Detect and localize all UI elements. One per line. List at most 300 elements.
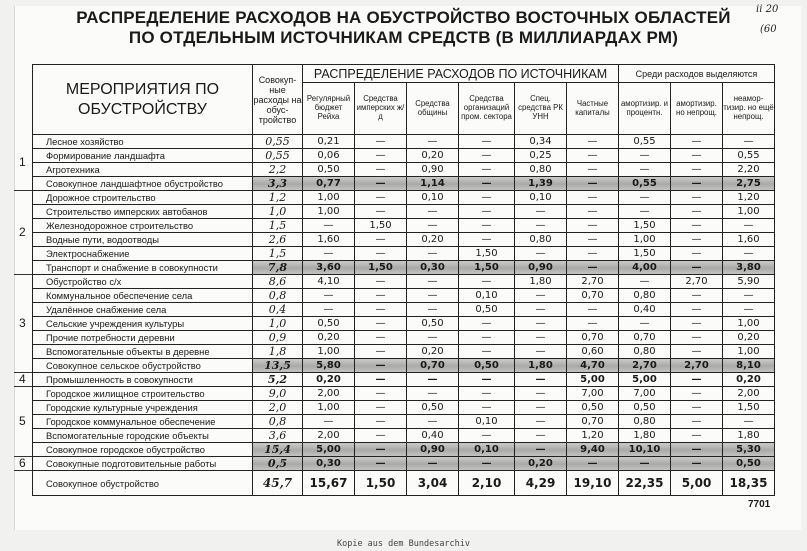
value-cell: 0,80: [619, 415, 671, 429]
value-cell: —: [671, 261, 723, 275]
value-cell: 0,50: [407, 401, 459, 415]
value-cell: —: [671, 373, 723, 387]
value-cell: 4,10: [303, 275, 355, 289]
value-cell: 0,50: [567, 401, 619, 415]
value-cell: —: [459, 429, 515, 443]
summary-row: [33, 359, 775, 373]
value-cell: 0,10: [459, 443, 515, 457]
value-cell: 0,50: [407, 317, 459, 331]
value-cell: —: [671, 233, 723, 247]
value-cell: —: [407, 289, 459, 303]
value-cell: 0,20: [723, 331, 775, 345]
value-cell: 5,00: [303, 443, 355, 457]
value-cell: 0,20: [407, 345, 459, 359]
value-cell: —: [567, 317, 619, 331]
value-cell: 0,20: [303, 331, 355, 345]
value-cell: —: [355, 135, 407, 149]
row-label: Водные пути, водоотводы: [33, 233, 253, 247]
archive-stamp: Kopie aus dem Bundesarchiv: [336, 539, 471, 549]
row-label: Строительство имперских автобанов: [33, 205, 253, 219]
value-cell: —: [515, 219, 567, 233]
value-cell: 0,10: [407, 191, 459, 205]
value-cell: 2,70: [619, 359, 671, 373]
value-cell: —: [355, 331, 407, 345]
value-cell: —: [515, 345, 567, 359]
total-cell: 8,6: [253, 275, 303, 289]
value-cell: —: [619, 275, 671, 289]
value-cell: —: [459, 219, 515, 233]
value-cell: 0,21: [303, 135, 355, 149]
table-row: [33, 303, 775, 317]
row-label: Промышленность в совокупности: [33, 373, 253, 387]
value-cell: —: [671, 317, 723, 331]
table-row: [33, 317, 775, 331]
value-cell: 1,80: [515, 275, 567, 289]
value-cell: —: [459, 401, 515, 415]
value-cell: 0,70: [619, 331, 671, 345]
grand-total-cell: 45,7: [253, 471, 303, 496]
row-label: Городское жилищное строительство: [33, 387, 253, 401]
value-cell: 1,80: [619, 429, 671, 443]
value-cell: 2,00: [723, 387, 775, 401]
total-cell: 1,0: [253, 205, 303, 219]
header-total: Совокуп-ные расходы на обус-тройство: [253, 65, 303, 135]
group-number: 5: [19, 413, 26, 428]
value-cell: —: [459, 345, 515, 359]
value-cell: 1,00: [723, 205, 775, 219]
table-row: [33, 289, 775, 303]
value-cell: 0,55: [723, 149, 775, 163]
grand-value-cell: 18,35: [723, 471, 775, 496]
table-row: [33, 191, 775, 205]
value-cell: 7,00: [619, 387, 671, 401]
value-cell: 1,20: [567, 429, 619, 443]
header-amort-interest: амортизир. и процентн.: [619, 83, 671, 135]
value-cell: —: [355, 443, 407, 457]
value-cell: —: [407, 303, 459, 317]
value-cell: 1,50: [619, 219, 671, 233]
value-cell: 0,30: [407, 261, 459, 275]
value-cell: 2,00: [303, 429, 355, 443]
value-cell: —: [459, 205, 515, 219]
expense-table: [32, 64, 775, 496]
value-cell: —: [459, 457, 515, 471]
value-cell: —: [723, 219, 775, 233]
grand-value-cell: 4,29: [515, 471, 567, 496]
value-cell: 5,30: [723, 443, 775, 457]
value-cell: 0,90: [407, 163, 459, 177]
table-row: [33, 331, 775, 345]
corner-mark-2: (60: [760, 24, 777, 35]
value-cell: 0,50: [303, 163, 355, 177]
value-cell: —: [355, 317, 407, 331]
value-cell: 0,34: [515, 135, 567, 149]
value-cell: —: [567, 135, 619, 149]
value-cell: —: [567, 149, 619, 163]
table-row: [33, 149, 775, 163]
value-cell: —: [619, 457, 671, 471]
value-cell: —: [459, 275, 515, 289]
value-cell: 1,80: [515, 359, 567, 373]
value-cell: —: [619, 191, 671, 205]
value-cell: 0,50: [303, 317, 355, 331]
value-cell: —: [567, 303, 619, 317]
group-divider: [14, 190, 32, 191]
total-cell: 0,55: [253, 149, 303, 163]
table-row: [33, 205, 775, 219]
table-row: [33, 275, 775, 289]
row-label: Транспорт и снабжение в совокупности: [33, 261, 253, 275]
value-cell: —: [459, 191, 515, 205]
total-cell: 0,5: [253, 457, 303, 471]
value-cell: —: [671, 457, 723, 471]
value-cell: 0,50: [723, 457, 775, 471]
grand-value-cell: 19,10: [567, 471, 619, 496]
value-cell: 0,40: [619, 303, 671, 317]
value-cell: —: [303, 303, 355, 317]
value-cell: 0,20: [723, 373, 775, 387]
value-cell: 0,20: [515, 457, 567, 471]
value-cell: 1,00: [303, 205, 355, 219]
value-cell: 0,10: [459, 289, 515, 303]
value-cell: —: [515, 373, 567, 387]
value-cell: —: [567, 219, 619, 233]
total-cell: 0,8: [253, 415, 303, 429]
group-divider: [14, 274, 32, 275]
value-cell: —: [355, 205, 407, 219]
group-number: 6: [19, 455, 26, 470]
value-cell: —: [407, 457, 459, 471]
value-cell: —: [407, 415, 459, 429]
value-cell: —: [567, 457, 619, 471]
value-cell: —: [567, 205, 619, 219]
row-label: Совокупное сельское обустройство: [33, 359, 253, 373]
value-cell: 1,50: [355, 219, 407, 233]
value-cell: —: [407, 275, 459, 289]
value-cell: —: [515, 303, 567, 317]
value-cell: 0,80: [619, 289, 671, 303]
summary-row: [33, 457, 775, 471]
total-cell: 0,55: [253, 135, 303, 149]
value-cell: —: [515, 443, 567, 457]
value-cell: —: [671, 135, 723, 149]
total-cell: 7,8: [253, 261, 303, 275]
total-cell: 1,5: [253, 247, 303, 261]
value-cell: 2,75: [723, 177, 775, 191]
group-divider: [14, 386, 32, 387]
corner-mark: ii 20: [756, 4, 779, 15]
value-cell: —: [619, 317, 671, 331]
value-cell: 0,50: [459, 303, 515, 317]
value-cell: 1,50: [459, 247, 515, 261]
header-reich-budget: Регулярный бюджет Рейха: [303, 83, 355, 135]
value-cell: 0,06: [303, 149, 355, 163]
total-cell: 1,5: [253, 219, 303, 233]
value-cell: 1,20: [723, 191, 775, 205]
table-row: [33, 135, 775, 149]
value-cell: —: [459, 149, 515, 163]
value-cell: 3,80: [723, 261, 775, 275]
row-label: Электроснабжение: [33, 247, 253, 261]
value-cell: 7,00: [567, 387, 619, 401]
row-label: Совокупные подготовительные работы: [33, 457, 253, 471]
value-cell: —: [671, 443, 723, 457]
value-cell: 1,00: [619, 233, 671, 247]
grand-value-cell: 1,50: [355, 471, 407, 496]
header-amort-nonreturn: амортизир. но непрощ.: [671, 83, 723, 135]
value-cell: 0,90: [515, 261, 567, 275]
value-cell: 0,10: [515, 191, 567, 205]
row-label: Агротехника: [33, 163, 253, 177]
value-cell: —: [355, 191, 407, 205]
value-cell: —: [515, 415, 567, 429]
value-cell: 3,60: [303, 261, 355, 275]
value-cell: —: [407, 373, 459, 387]
value-cell: 2,70: [567, 275, 619, 289]
header-private-capital: Частные капиталы: [567, 83, 619, 135]
summary-row: [33, 177, 775, 191]
value-cell: —: [459, 177, 515, 191]
value-cell: 0,80: [619, 345, 671, 359]
value-cell: —: [459, 233, 515, 247]
value-cell: —: [723, 303, 775, 317]
value-cell: 1,50: [459, 261, 515, 275]
value-cell: 1,50: [723, 401, 775, 415]
table-row: [33, 233, 775, 247]
grand-total-row: [33, 471, 775, 496]
value-cell: —: [671, 177, 723, 191]
value-cell: —: [355, 373, 407, 387]
total-cell: 3,6: [253, 429, 303, 443]
value-cell: 0,70: [407, 359, 459, 373]
value-cell: —: [303, 289, 355, 303]
value-cell: —: [355, 247, 407, 261]
value-cell: —: [459, 135, 515, 149]
total-cell: 2,2: [253, 163, 303, 177]
value-cell: 1,60: [303, 233, 355, 247]
value-cell: —: [355, 457, 407, 471]
value-cell: —: [567, 177, 619, 191]
value-cell: —: [355, 359, 407, 373]
value-cell: 5,90: [723, 275, 775, 289]
group-number: 1: [19, 154, 26, 169]
value-cell: 2,70: [671, 359, 723, 373]
total-cell: 1,0: [253, 317, 303, 331]
total-cell: 1,2: [253, 191, 303, 205]
value-cell: —: [355, 415, 407, 429]
row-label: Формирование ландшафта: [33, 149, 253, 163]
value-cell: —: [671, 331, 723, 345]
value-cell: 0,77: [303, 177, 355, 191]
row-label: Совокупное ландшафтное обустройство: [33, 177, 253, 191]
value-cell: —: [355, 289, 407, 303]
row-label: Коммунальное обеспечение села: [33, 289, 253, 303]
value-cell: 0,30: [303, 457, 355, 471]
total-cell: 13,5: [253, 359, 303, 373]
row-label: Обустройство с/х: [33, 275, 253, 289]
value-cell: —: [619, 163, 671, 177]
total-cell: 3,3: [253, 177, 303, 191]
value-cell: —: [515, 317, 567, 331]
value-cell: 0,55: [619, 135, 671, 149]
value-cell: —: [671, 345, 723, 359]
value-cell: 1,00: [303, 191, 355, 205]
value-cell: —: [515, 247, 567, 261]
value-cell: —: [355, 401, 407, 415]
header-measures: МЕРОПРИЯТИЯ ПО ОБУСТРОЙСТВУ: [33, 65, 253, 135]
value-cell: 9,40: [567, 443, 619, 457]
value-cell: 5,80: [303, 359, 355, 373]
row-label: Прочие потребности деревни: [33, 331, 253, 345]
value-cell: 0,20: [407, 233, 459, 247]
group-number: 4: [19, 371, 26, 386]
table-row: [33, 415, 775, 429]
value-cell: —: [407, 387, 459, 401]
header-rkunh-funds: Спец. средства РК УНН: [515, 83, 567, 135]
row-label: Городское коммунальное обеспечение: [33, 415, 253, 429]
grand-value-cell: 3,04: [407, 471, 459, 496]
value-cell: —: [355, 163, 407, 177]
value-cell: —: [355, 303, 407, 317]
value-cell: —: [619, 149, 671, 163]
value-cell: —: [567, 233, 619, 247]
row-label: Совокупное городское обустройство: [33, 443, 253, 457]
value-cell: —: [567, 191, 619, 205]
value-cell: —: [619, 205, 671, 219]
value-cell: 1,60: [723, 233, 775, 247]
group-number: 2: [19, 224, 26, 239]
value-cell: —: [671, 303, 723, 317]
value-cell: 1,80: [723, 429, 775, 443]
value-cell: 1,39: [515, 177, 567, 191]
group-divider: [14, 470, 32, 471]
table-row: [33, 247, 775, 261]
value-cell: —: [355, 233, 407, 247]
value-cell: —: [459, 317, 515, 331]
value-cell: —: [355, 149, 407, 163]
value-cell: —: [355, 275, 407, 289]
value-cell: —: [723, 135, 775, 149]
total-cell: 2,6: [253, 233, 303, 247]
row-label: Сельские учреждения культуры: [33, 317, 253, 331]
value-cell: 0,60: [567, 345, 619, 359]
value-cell: —: [303, 219, 355, 233]
value-cell: —: [355, 387, 407, 401]
value-cell: 4,00: [619, 261, 671, 275]
value-cell: —: [723, 247, 775, 261]
value-cell: —: [407, 135, 459, 149]
value-cell: 5,00: [619, 373, 671, 387]
value-cell: 2,00: [303, 387, 355, 401]
total-cell: 1,8: [253, 345, 303, 359]
value-cell: —: [407, 205, 459, 219]
total-cell: 15,4: [253, 443, 303, 457]
value-cell: —: [671, 289, 723, 303]
row-label: Лесное хозяйство: [33, 135, 253, 149]
header-non-amortized: неамор-тизир. но ещё непрощ.: [723, 83, 775, 135]
value-cell: —: [515, 331, 567, 345]
row-label: Вспомогательные городские объекты: [33, 429, 253, 443]
value-cell: 1,00: [303, 345, 355, 359]
value-cell: —: [671, 247, 723, 261]
value-cell: —: [407, 331, 459, 345]
grand-value-cell: 5,00: [671, 471, 723, 496]
value-cell: 0,80: [515, 233, 567, 247]
header-industry-funds: Средства организаций пром. сектора: [459, 83, 515, 135]
value-cell: 0,55: [619, 177, 671, 191]
row-label: Удалённое снабжение села: [33, 303, 253, 317]
table-row: [33, 401, 775, 415]
group-number: 3: [19, 315, 26, 330]
value-cell: 1,50: [619, 247, 671, 261]
value-cell: 0,90: [407, 443, 459, 457]
header-allocated-group: Среди расходов выделяются: [619, 65, 775, 83]
value-cell: 0,20: [303, 373, 355, 387]
value-cell: 8,10: [723, 359, 775, 373]
value-cell: 0,70: [567, 415, 619, 429]
value-cell: 2,20: [723, 163, 775, 177]
table-row: [33, 429, 775, 443]
value-cell: —: [459, 387, 515, 401]
grand-total-label: Совокупное обустройство: [33, 471, 253, 496]
grand-value-cell: 2,10: [459, 471, 515, 496]
value-cell: 5,00: [567, 373, 619, 387]
value-cell: —: [407, 219, 459, 233]
value-cell: 1,00: [303, 401, 355, 415]
value-cell: 0,20: [407, 149, 459, 163]
header-community-funds: Средства общины: [407, 83, 459, 135]
table-row: [33, 163, 775, 177]
value-cell: 0,40: [407, 429, 459, 443]
value-cell: —: [515, 429, 567, 443]
grand-value-cell: 15,67: [303, 471, 355, 496]
summary-row: [33, 261, 775, 275]
value-cell: —: [671, 163, 723, 177]
value-cell: —: [671, 387, 723, 401]
value-cell: —: [515, 387, 567, 401]
total-cell: 2,0: [253, 401, 303, 415]
value-cell: —: [671, 219, 723, 233]
value-cell: 0,25: [515, 149, 567, 163]
value-cell: —: [515, 205, 567, 219]
total-cell: 5,2: [253, 373, 303, 387]
value-cell: 1,14: [407, 177, 459, 191]
total-cell: 9,0: [253, 387, 303, 401]
table-row: [33, 387, 775, 401]
header-sources-group: РАСПРЕДЕЛЕНИЕ РАСХОДОВ ПО ИСТОЧНИКАМ: [303, 65, 619, 83]
value-cell: 10,10: [619, 443, 671, 457]
value-cell: 0,50: [459, 359, 515, 373]
value-cell: —: [407, 247, 459, 261]
value-cell: 0,80: [515, 163, 567, 177]
document-number: 7701: [748, 499, 771, 510]
value-cell: 4,70: [567, 359, 619, 373]
total-cell: 0,4: [253, 303, 303, 317]
value-cell: —: [723, 415, 775, 429]
value-cell: —: [567, 261, 619, 275]
value-cell: —: [303, 247, 355, 261]
value-cell: —: [671, 415, 723, 429]
value-cell: —: [515, 401, 567, 415]
row-label: Дорожное строительство: [33, 191, 253, 205]
value-cell: —: [567, 163, 619, 177]
value-cell: —: [723, 289, 775, 303]
total-cell: 0,9: [253, 331, 303, 345]
value-cell: 1,00: [723, 317, 775, 331]
value-cell: —: [671, 401, 723, 415]
value-cell: —: [355, 177, 407, 191]
value-cell: 0,70: [567, 289, 619, 303]
